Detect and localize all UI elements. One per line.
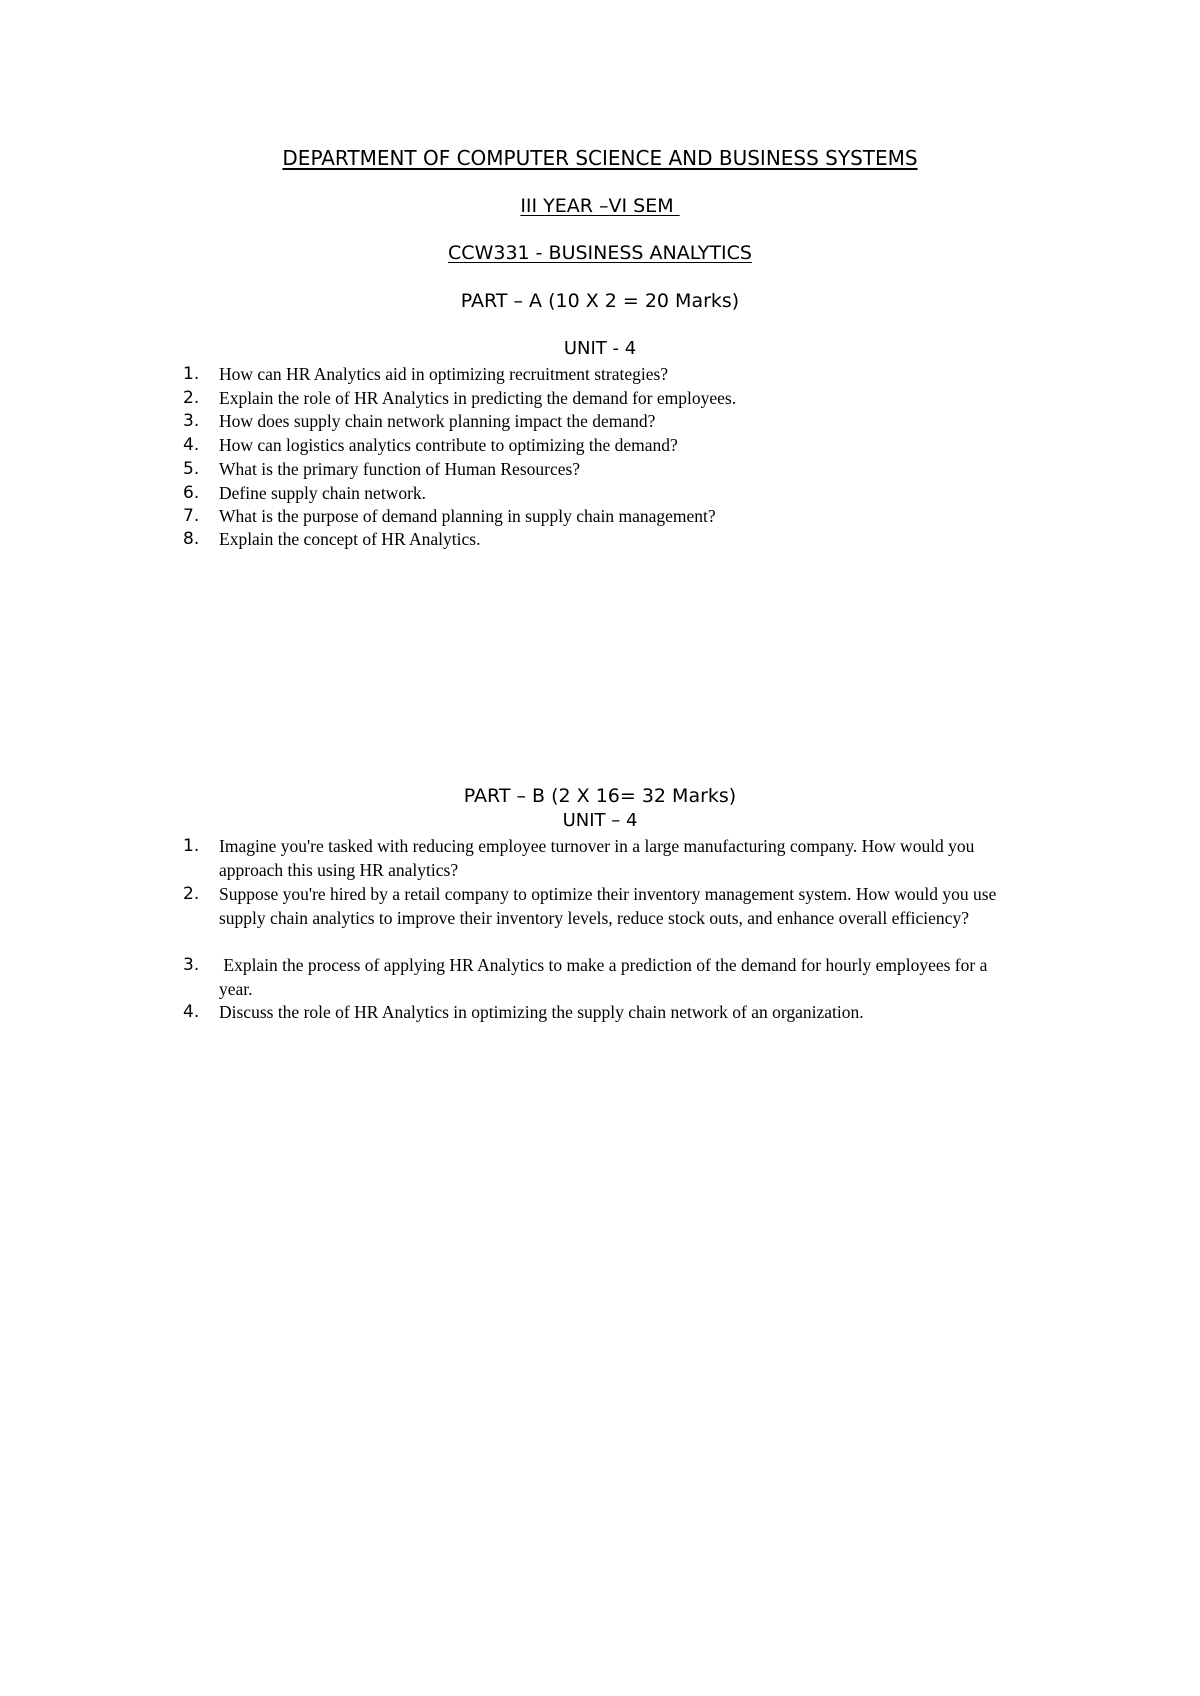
year-sem-title: III YEAR –VI SEM [520,195,680,217]
question-text: How can logistics analytics contribute to optimizing the demand? [219,435,678,455]
question-number: 4. [183,435,200,455]
question-number: 4. [183,1002,200,1022]
year-sem-heading [0,195,1200,217]
part-b-unit-heading: UNIT – 4 [562,810,638,831]
question-text: Imagine you're tasked with reducing employee turnover in a large manufacturing company. How would you approach this using HR analytics? [219,836,975,880]
question-text: Explain the process of applying HR Analytics to make a prediction of the demand for hourly employees for a year. [219,955,992,999]
question-text: How can HR Analytics aid in optimizing recruitment strategies? [219,364,669,384]
question-number: 1. [183,836,200,856]
question-text: What is the purpose of demand planning in supply chain management? [219,506,716,526]
question-text: What is the primary function of Human Resources? [219,459,581,479]
question-text: Suppose you're hired by a retail company to optimize their inventory management system. How would you use supply chain analytics to improve their inventory levels, reduce stock outs, and enhance overall efficiency? [219,884,997,928]
part-a-unit-heading: UNIT - 4 [563,338,637,359]
question-text: Define supply chain network. [219,483,427,503]
part-a-heading: PART – A (10 X 2 = 20 Marks) [460,290,740,312]
part-b-heading: PART – B (2 X 16= 32 Marks) [463,785,737,807]
question-number: 1. [183,364,200,384]
question-text: Explain the role of HR Analytics in predicting the demand for employees. [219,388,737,408]
question-number: 6. [183,483,200,503]
question-number: 3. [183,955,200,975]
course-heading [0,242,1200,264]
question-text: Explain the concept of HR Analytics. [219,529,481,549]
question-number: 5. [183,459,200,479]
question-number: 3. [183,411,200,431]
question-number: 2. [183,884,200,904]
question-number: 7. [183,506,200,526]
department-heading [0,146,1200,170]
question-number: 8. [183,529,200,549]
question-text: How does supply chain network planning impact the demand? [219,411,656,431]
question-number: 2. [183,388,200,408]
department-title: DEPARTMENT OF COMPUTER SCIENCE AND BUSINESS SYSTEMS [282,146,918,170]
question-text: Discuss the role of HR Analytics in optimizing the supply chain network of an organization. [219,1002,864,1022]
course-title: CCW331 - BUSINESS ANALYTICS [448,242,752,264]
